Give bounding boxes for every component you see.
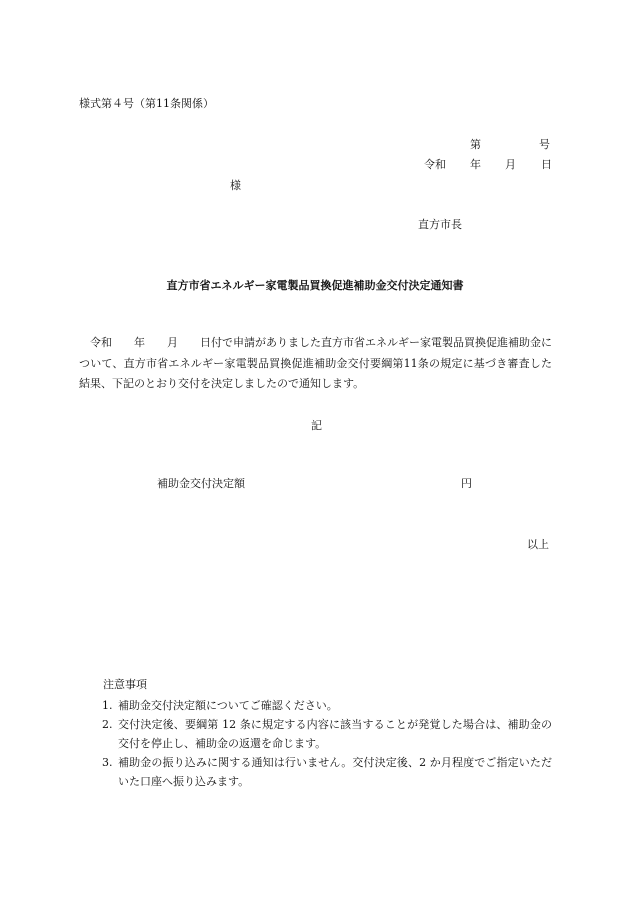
form-number: 様式第４号（第11条関係） bbox=[79, 97, 214, 110]
document-title: 直方市省エネルギー家電製品買換促進補助金交付決定通知書 bbox=[166, 279, 464, 292]
date-day: 日 bbox=[541, 158, 552, 171]
doc-number-suffix: 号 bbox=[539, 138, 550, 151]
issue-date bbox=[424, 157, 552, 173]
date-month: 月 bbox=[505, 158, 516, 171]
note-text: 交付決定後、要綱第 12 条に規定する内容に該当することが発覚した場合は、補助金の交付を停止し、補助金の返還を命じます。 bbox=[118, 718, 552, 750]
issuer-name: 直方市長 bbox=[418, 218, 462, 231]
note-number: 1. bbox=[102, 699, 113, 712]
addressee-suffix: 様 bbox=[230, 179, 241, 192]
notes-list bbox=[102, 696, 552, 791]
doc-number-prefix: 第 bbox=[470, 138, 481, 151]
notes-title: 注意事項 bbox=[103, 678, 147, 691]
amount-label: 補助金交付決定額 bbox=[157, 477, 245, 490]
note-text: 補助金交付決定額についてご確認ください。 bbox=[118, 699, 338, 712]
amount-unit: 円 bbox=[461, 477, 472, 490]
note-number: 2. bbox=[102, 718, 113, 731]
note-text: 補助金の振り込みに関する通知は行いません。交付決定後、2 か月程度でご指定いただいた口座へ振り込みます。 bbox=[118, 756, 552, 788]
note-item bbox=[102, 696, 552, 715]
note-number: 3. bbox=[102, 756, 113, 769]
body-paragraph: 令和 年 月 日付で申請がありました直方市省エネルギー家電製品買換促進補助金について、直方市省エネルギー家電製品買換促進補助金交付要綱第11条の規定に基づき審査した結果、下記のとおり交付を決定しましたので通知します。 bbox=[79, 336, 552, 390]
note-item bbox=[102, 753, 552, 791]
date-year: 年 bbox=[470, 158, 481, 171]
ki-heading: 記 bbox=[311, 419, 322, 432]
closing-mark: 以上 bbox=[527, 538, 549, 551]
date-era: 令和 bbox=[424, 158, 446, 171]
note-item bbox=[102, 715, 552, 753]
